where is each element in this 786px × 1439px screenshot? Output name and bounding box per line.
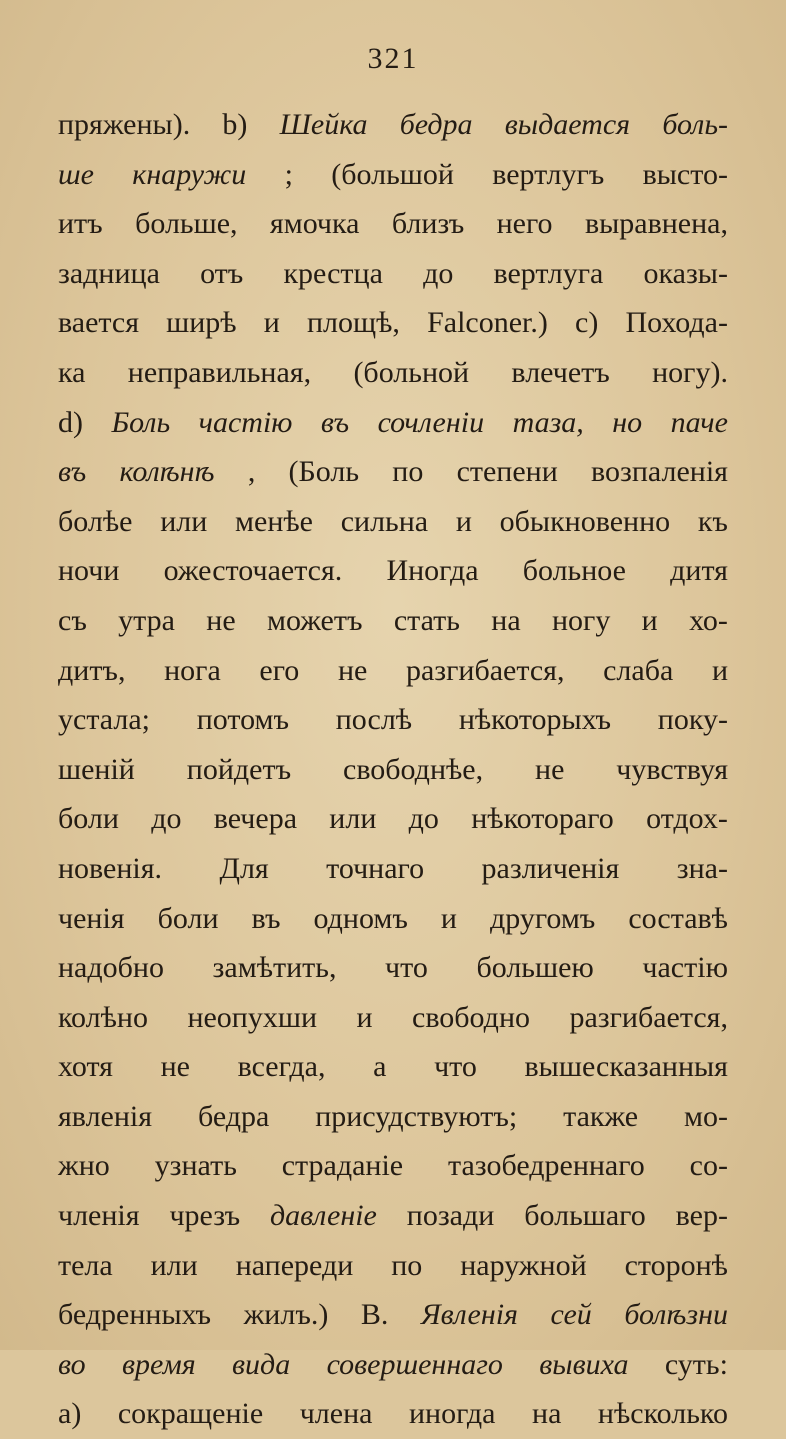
text-line [58,199,728,249]
word: новенія. [58,851,163,885]
word: по [392,455,424,489]
word: что [385,951,428,985]
word: вается [58,306,139,340]
word: b) [222,108,248,141]
word: a) [58,1397,82,1431]
word: не [160,1050,190,1084]
word: нога [164,653,221,687]
word: задница [58,256,160,290]
word: (Боль [288,455,360,489]
word: жилъ.) [243,1298,329,1332]
word: хо- [689,603,728,637]
word: сокращеніе [117,1397,264,1431]
word: чувствуя [616,752,728,786]
word: Для [219,851,269,885]
italic-word: таза, [512,405,584,439]
italic-word: въ [320,405,350,439]
text-line [58,695,728,745]
word: вышесказанныя [524,1050,728,1084]
text-line [58,1092,728,1142]
word: вертлуга [493,256,604,290]
word: хотя [58,1050,113,1084]
word: всегда, [237,1050,326,1084]
italic-word: вида [232,1347,291,1381]
word: Falconer.) [427,306,548,340]
word: устала; [58,703,150,737]
italic-word: колѣнѣ [119,455,215,489]
text-line [58,1340,728,1390]
word: шеній [58,752,135,786]
text-line [58,398,728,448]
word: въ [251,901,281,935]
word: мо- [684,1099,728,1133]
word: ямочка [269,207,360,241]
word: ожесточается. [163,554,343,588]
word: наружной [460,1248,587,1282]
italic-word: во [58,1347,86,1381]
word: колѣно [58,1000,148,1034]
word: высто- [642,157,728,191]
text-line [58,1042,728,1092]
word: слаба [603,653,674,687]
word: до [151,802,182,836]
word: присудствуютъ; [315,1099,518,1133]
word: другомъ [489,901,596,935]
word: отъ [200,256,244,290]
word: обыкновенно [499,504,671,538]
word: пряжены). [58,108,191,141]
text-line [58,1241,728,1291]
word: свободнѣе, [343,752,484,786]
word: неопухши [187,1000,318,1034]
word: болѣе [58,504,133,538]
word: нѣсколько [597,1397,728,1431]
word: ченія [58,901,125,935]
word: или [329,802,377,836]
text-line [58,844,728,894]
word: стать [393,603,460,637]
word: до [423,256,454,290]
word: явленія [58,1099,153,1133]
text-line [58,1389,728,1439]
word: или [150,1248,198,1282]
italic-word: сочленіи [377,405,485,439]
word: и [711,653,728,687]
word: разгибается, [569,1000,728,1034]
word: замѣтить, [212,951,337,985]
word: ка [58,355,86,389]
word: надобно [58,951,164,985]
word: или [160,504,208,538]
body-text [58,100,728,1439]
word: ногу). [652,355,728,389]
italic-word: бедра [399,108,473,141]
word: пойдетъ [186,752,292,786]
text-line [58,894,728,944]
page-number: 321 [367,42,419,75]
word: отдох- [646,802,728,836]
text-line [58,646,728,696]
text-line [58,249,728,299]
word: свободно [412,1000,530,1034]
italic-word: Боль [111,405,171,439]
italic-word: время [121,1347,196,1381]
word: тела [58,1248,113,1282]
word: дитъ, [58,653,126,687]
text-line [58,497,728,547]
word: точнаго [326,851,425,885]
word: большею [476,951,594,985]
italic-word: Явленія [420,1298,518,1332]
word: не [337,653,368,687]
word: составѣ [628,901,728,935]
word: ; [284,157,293,191]
word: члена [299,1397,373,1431]
word: поку- [657,703,728,737]
word: а [373,1050,387,1084]
word: жно [58,1149,110,1183]
word: (большой [331,157,454,191]
text-line [58,348,728,398]
text-line [58,943,728,993]
word: напереди [235,1248,354,1282]
word: также [563,1099,639,1133]
word: и [440,901,457,935]
word: страданіе [281,1149,404,1183]
word: что [434,1050,477,1084]
word: и [263,306,280,340]
word: менѣе [235,504,313,538]
word: (больной [353,355,470,389]
word: сильна [340,504,429,538]
italic-word: давленіе [270,1199,377,1233]
word: оказы- [643,256,728,290]
word: боли [58,802,119,836]
word: дитя [670,554,728,588]
word: вечера [213,802,298,836]
word: нѣкоторыхъ [458,703,612,737]
word: него [496,207,553,241]
word: различенія [481,851,620,885]
word: степени [456,455,558,489]
italic-word: совершеннаго [326,1347,503,1381]
word: на [491,603,521,637]
word: къ [697,504,728,538]
word: ногу [551,603,611,637]
italic-word: кнаружи [132,157,247,191]
word: послѣ [335,703,413,737]
word: членія [58,1199,140,1233]
word: площѣ, [306,306,400,340]
word: крестца [283,256,383,290]
text-line [58,1290,728,1340]
text-line [58,794,728,844]
text-line [58,100,728,150]
word: и [356,1000,373,1034]
italic-word: въ [58,455,87,489]
word: B. [360,1298,389,1332]
word: d) [58,405,83,439]
word: неправильная, [127,355,312,389]
word: позади [406,1199,495,1233]
word: одномъ [313,901,408,935]
word: частію [642,951,728,985]
word: до [408,802,439,836]
text-line [58,1191,728,1241]
word: не [206,603,236,637]
word: большаго [524,1199,646,1233]
word: по [391,1248,423,1282]
italic-word: паче [670,405,728,439]
word: и [455,504,472,538]
word: вер- [675,1199,728,1233]
word: боли [157,901,219,935]
word: бедра [197,1099,270,1133]
word: со- [689,1149,728,1183]
italic-word: ше [58,157,94,191]
word: Иногда [386,554,479,588]
italic-word: но [612,405,643,439]
italic-word: частію [198,405,293,439]
text-line [58,745,728,795]
text-line [58,1141,728,1191]
word: его [259,653,300,687]
word: на [532,1397,562,1431]
word: зна- [676,851,728,885]
italic-word: выдается [504,108,631,141]
word: близъ [391,207,465,241]
word: c) [575,306,599,340]
italic-word: боль- [662,108,728,141]
word: можетъ [266,603,363,637]
word: больше, [135,207,238,241]
italic-word: вывиха [539,1347,629,1381]
italic-word: Шейка [279,108,368,141]
word: иногда [408,1397,496,1431]
text-line [58,298,728,348]
word: ширѣ [166,306,237,340]
word: бедренныхъ [58,1298,212,1332]
word: потомъ [196,703,290,737]
word: суть: [664,1347,728,1381]
word: влечетъ [511,355,610,389]
text-line [58,993,728,1043]
word: нѣкотораго [471,802,614,836]
word: съ [58,603,87,637]
word: больное [522,554,626,588]
word: сторонѣ [624,1248,728,1282]
word: выравнена, [584,207,728,241]
italic-word: болѣзни [624,1298,728,1332]
word: тазобедреннаго [447,1149,645,1183]
text-line [58,596,728,646]
word: не [535,752,565,786]
word: чрезъ [169,1199,241,1233]
word: разгибается, [405,653,565,687]
word: узнать [154,1149,237,1183]
text-line [58,447,728,497]
word: ночи [58,554,120,588]
word: утра [118,603,175,637]
italic-word: сей [550,1298,592,1332]
text-line [58,150,728,200]
word: вертлугъ [492,157,605,191]
word: итъ [58,207,103,241]
word: , [247,455,256,489]
word: и [641,603,658,637]
word: возпаленія [591,455,728,489]
word: Похода- [625,306,728,340]
text-line [58,546,728,596]
